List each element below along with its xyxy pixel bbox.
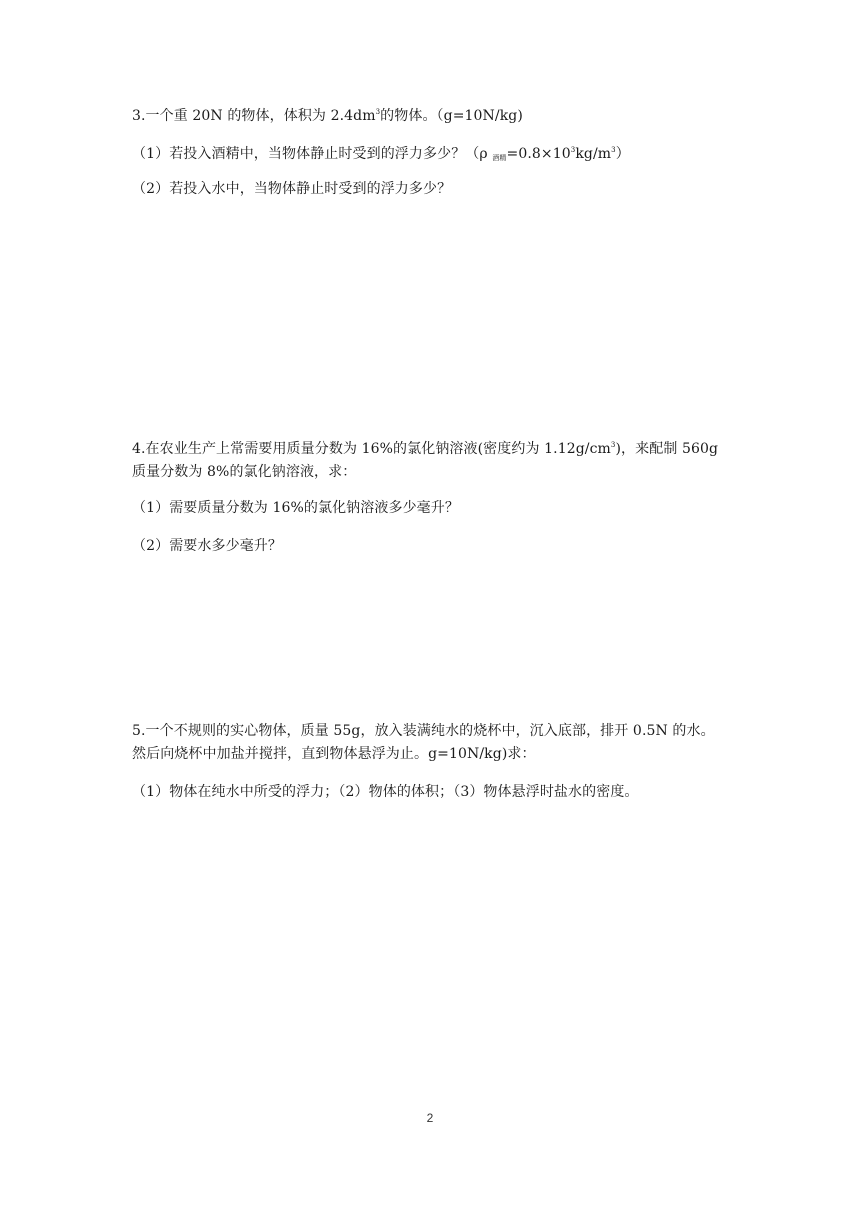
- question-4-stem-line-2: 质量分数为 8%的氯化钠溶液，求：: [132, 464, 357, 480]
- q3-unit-exponent: 3: [611, 146, 616, 154]
- question-5-stem-line-2: 然后向烧杯中加盐并搅拌，直到物体悬浮为止。g=10N/kg)求：: [132, 746, 536, 762]
- question-5-stem-line-1: 5.一个不规则的实心物体，质量 55g，放入装满纯水的烧杯中，沉入底部，排开 0.5N 的水。: [132, 723, 715, 739]
- q4-density-exponent: 3: [610, 441, 616, 449]
- question-3-part-1: [132, 145, 630, 163]
- q3-density-exponent: 3: [570, 146, 576, 154]
- question-3-part-2: （2）若投入水中，当物体静止时受到的浮力多少？: [132, 181, 452, 197]
- q4-stem-text-end: )，来配制 560g: [615, 441, 719, 457]
- q3-density-subscript: 酒精: [492, 154, 507, 162]
- question-3-stem: [132, 107, 523, 125]
- page-number: 2: [426, 1111, 434, 1125]
- question-5-parts: （1）物体在纯水中所受的浮力；（2）物体的体积；（3）物体悬浮时盐水的密度。: [132, 784, 639, 800]
- q3-stem-text-end: 的物体。（g=10N/kg): [380, 108, 523, 124]
- question-4-part-1: （1）需要质量分数为 16%的氯化钠溶液多少毫升？: [132, 500, 459, 516]
- question-4-stem-line-1: [132, 440, 718, 458]
- q3-stem-text: 3.一个重 20N 的物体，体积为 2.4dm: [132, 108, 376, 124]
- q3-part1-density-unit: kg/m: [575, 146, 612, 162]
- q3-part1-density-value: =0.8×10: [506, 146, 571, 162]
- q3-part1-text-end: ）: [615, 146, 630, 162]
- q3-part1-text: （1）若投入酒精中，当物体静止时受到的浮力多少？（ρ: [132, 146, 493, 162]
- q4-stem-text: 4.在农业生产上常需要用质量分数为 16%的氯化钠溶液(密度约为 1.12g/cm: [132, 441, 611, 457]
- q3-volume-exponent: 3: [375, 108, 381, 116]
- question-4-part-2: （2）需要水多少毫升？: [132, 538, 283, 554]
